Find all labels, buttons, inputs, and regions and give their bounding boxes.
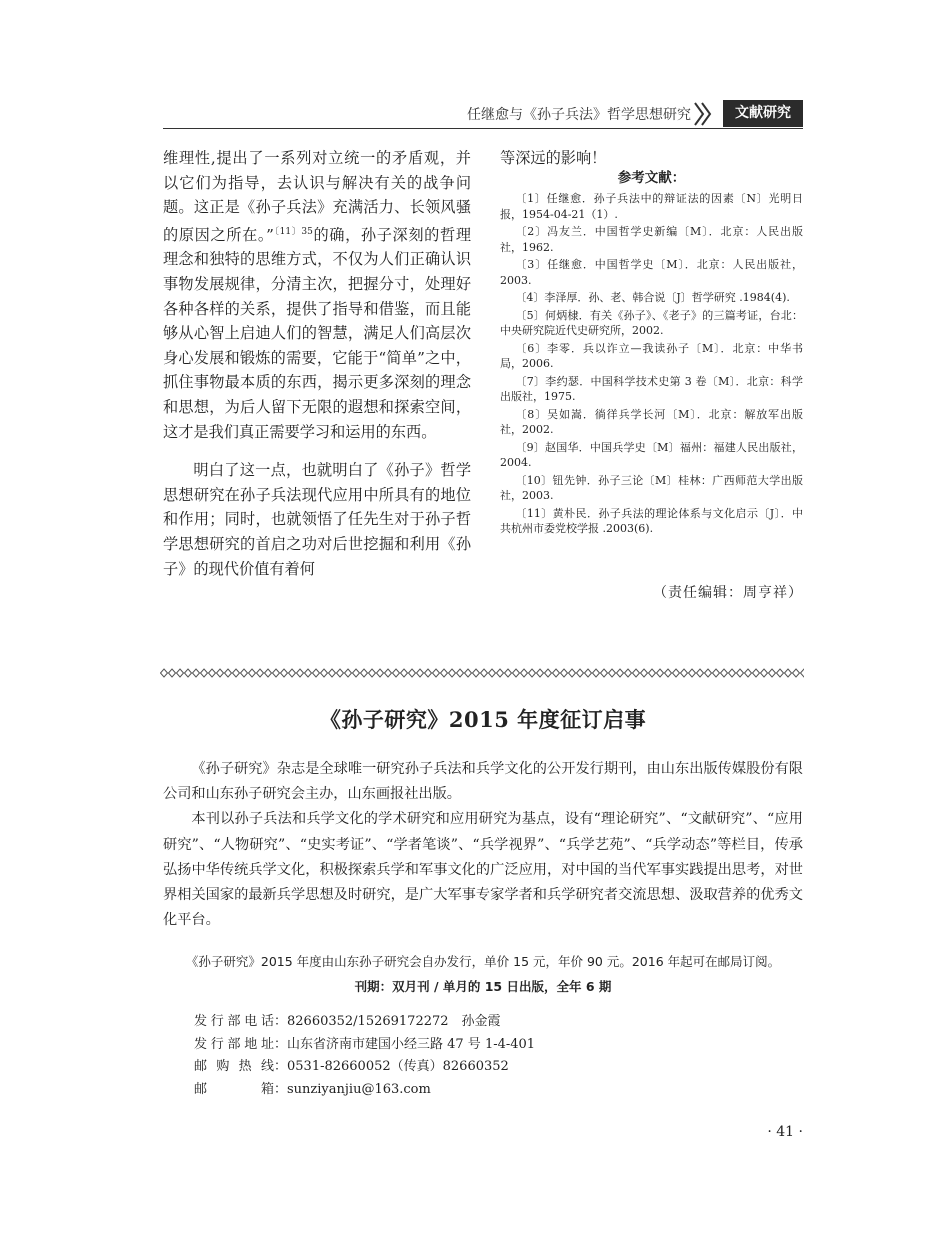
contact-row [194, 1056, 535, 1079]
reference-item: 〔4〕李泽厚．孙、老、韩合说〔J〕哲学研究 .1984(4). [515, 291, 790, 305]
contact-label: 发行部地址 [194, 1036, 274, 1052]
diamond-divider [160, 668, 804, 678]
article-left-column [163, 146, 471, 581]
notice-body [163, 757, 803, 933]
section-tag: 文献研究 [723, 100, 803, 127]
notice-paragraph: 《孙子研究》杂志是全球唯一研究孙子兵法和兵学文化的公开发行期刊，由山东出版传媒股份有限公司和山东孙子研究会主办，山东画报社出版。 [163, 761, 803, 803]
article-paragraph: 明白了这一点，也就明白了《孙子》哲学思想研究在孙子兵法现代应用中所具有的地位和作用；同时，也就领悟了任先生对于孙子哲学思想研究的首启之功对后世挖掘和利用《孙子》的现代价值有着何 [163, 461, 471, 578]
continuation-text: 等深远的影响！ [500, 149, 607, 167]
contact-value: ：0531-82660052（传真）82660352 [274, 1059, 509, 1074]
paragraph-text: 维理性,提出了一系列对立统一的矛盾观，并以它们为指导，去认识与解决有关的战争问题。这正是《孙子兵法》充满活力、长领风骚的原因之所在。” [163, 149, 471, 244]
reference-item: 〔8〕吴如嵩．徜徉兵学长河〔M〕．北京：解放军出版社，2002. [500, 407, 803, 437]
responsible-editor: （责任编辑：周亨祥） [653, 585, 803, 601]
contact-value: ：82660352/15269172272 孙金霞 [274, 1014, 501, 1029]
page-number: · 41 · [767, 1124, 803, 1140]
article-paragraph [163, 146, 471, 444]
reference-item: 〔5〕何炳棣．有关《孙子》、《老子》的三篇考证，台北：中央研究院近代史研究所，2002. [500, 308, 803, 338]
contact-label: 邮购热线 [194, 1059, 274, 1074]
reference-item: 〔9〕赵国华．中国兵学史〔M〕福州：福建人民出版社，2004. [500, 440, 803, 470]
contact-row [194, 1011, 535, 1034]
notice-paragraph: 本刊以孙子兵法和兵学文化的学术研究和应用研究为基点，设有“理论研究”、“文献研究”、“应用研究”、“人物研究”、“史实考证”、“学者笔谈”、“兵学视界”、“兵学艺苑”、“兵学动态”等栏目，传承弘扬中华传统兵学文化，积极探索兵学和军事文化的广泛应用，对中国的当代军事实践提出思考，对世界相关国家的最新兵学思想及时研究，是广大军事专家学者和兵学研究者交流思想、汲取营养的优秀文化平台。 [163, 811, 803, 929]
chevron-ornament-icon [693, 101, 717, 127]
article-right-column [500, 146, 803, 539]
header-title: 任继愈与《孙子兵法》哲学思想研究 [467, 107, 691, 123]
subscription-info: 《孙子研究》2015 年度由山东孙子研究会自办发行，单价 15 元，年价 90 元。2016 年起可在邮局订阅。 [185, 954, 781, 969]
contact-label: 邮箱 [194, 1081, 274, 1097]
paragraph-text: 的确，孙子深刻的哲理理念和独特的思维方式，不仅为人们正确认识事物发展规律，分清主次，把握分寸，处理好各种各样的关系，提供了指导和借鉴，而且能够从心智上启迪人们的智慧，满足人们高层次身心发展和锻炼的需要，它能于“简单”之中，抓住事物最本质的东西，揭示更多深刻的理念和思想，为后人留下无限的遐想和探索空间，这才是我们真正需要学习和运用的东西。 [163, 225, 472, 441]
contact-row [194, 1034, 535, 1057]
reference-item: 〔6〕李零．兵以诈立—我读孙子〔M〕．北京：中华书局，2006. [500, 341, 803, 371]
reference-item: 〔7〕李约瑟．中国科学技术史第 3 卷〔M〕．北京：科学出版社，1975. [500, 374, 803, 404]
reference-item: 〔11〕黄朴民．孙子兵法的理论体系与文化启示〔J〕．中共杭州市委党校学报 .2003(6). [500, 506, 803, 536]
contact-value: ：山东省济南市建国小经三路 47 号 1-4-401 [274, 1036, 536, 1052]
contact-row [194, 1079, 535, 1102]
contact-label: 发行部电话 [194, 1014, 274, 1029]
reference-item: 〔1〕任继愈．孙子兵法中的辩证法的因素〔N〕光明日报，1954-04-21（1）. [500, 192, 803, 221]
reference-item: 〔10〕钮先钟．孙子三论〔M〕桂林：广西师范大学出版社，2003. [500, 473, 803, 503]
citation-mark: 〔11〕35 [273, 226, 313, 237]
reference-item: 〔3〕任继愈．中国哲学史〔M〕．北京：人民出版社，2003. [500, 258, 803, 287]
contact-block [194, 1011, 535, 1101]
running-header [163, 100, 803, 129]
reference-item: 〔2〕冯友兰．中国哲学史新编〔M〕．北京：人民出版社，1962. [500, 225, 803, 254]
reference-list [500, 191, 803, 537]
contact-email[interactable]: ：sunziyanjiu@163.com [274, 1081, 431, 1097]
notice-title: 《孙子研究》2015 年度征订启事 [319, 707, 647, 732]
references-title: 参考文献： [617, 169, 686, 186]
publication-schedule: 刊期：双月刊 / 单月的 15 日出版，全年 6 期 [354, 979, 612, 994]
